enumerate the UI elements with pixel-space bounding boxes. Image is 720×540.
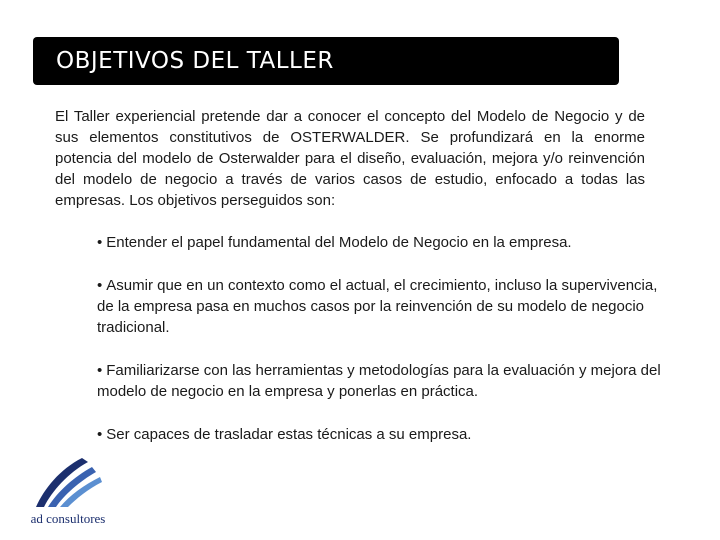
logo-text: ad consultores <box>30 511 106 526</box>
intro-paragraph: El Taller experiencial pretende dar a conocer el concepto del Modelo de Negocio y de sus elementos constitutivos de OSTERWALDER. Se profundizará en la enorme potencia del modelo de Osterwalder para el diseño, evaluación, mejora y/o reinvención del modelo de negocio a través de varios casos de estudio, enfocado a todas las empresas. Los objetivos perseguidos son: <box>55 108 645 209</box>
company-logo <box>18 455 118 533</box>
bullet-mark: • <box>97 234 103 251</box>
objective-item <box>97 424 662 445</box>
objective-text: Ser capaces de trasladar estas técnicas a su empresa. <box>106 426 472 443</box>
ad-consultores-swoosh-logo-icon <box>30 455 106 511</box>
objectives-list <box>97 232 662 445</box>
objective-text: Entender el papel fundamental del Modelo de Negocio en la empresa. <box>106 234 572 251</box>
slide-title: OBJETIVOS DEL TALLER <box>56 48 334 74</box>
objective-item <box>97 232 662 253</box>
title-bar <box>33 37 619 85</box>
objective-item <box>97 360 662 402</box>
objective-text: Familiarizarse con las herramientas y metodologías para la evaluación y mejora del modelo de negocio en la empresa y ponerlas en práctica. <box>97 362 661 400</box>
objective-item <box>97 275 662 338</box>
bullet-mark: • <box>97 426 103 443</box>
bullet-mark: • <box>97 362 103 379</box>
bullet-mark: • <box>97 277 103 294</box>
objective-text: Asumir que en un contexto como el actual, el crecimiento, incluso la supervivencia, de la empresa pasa en muchos casos por la reinvención de su modelo de negocio tradicional. <box>97 277 658 336</box>
